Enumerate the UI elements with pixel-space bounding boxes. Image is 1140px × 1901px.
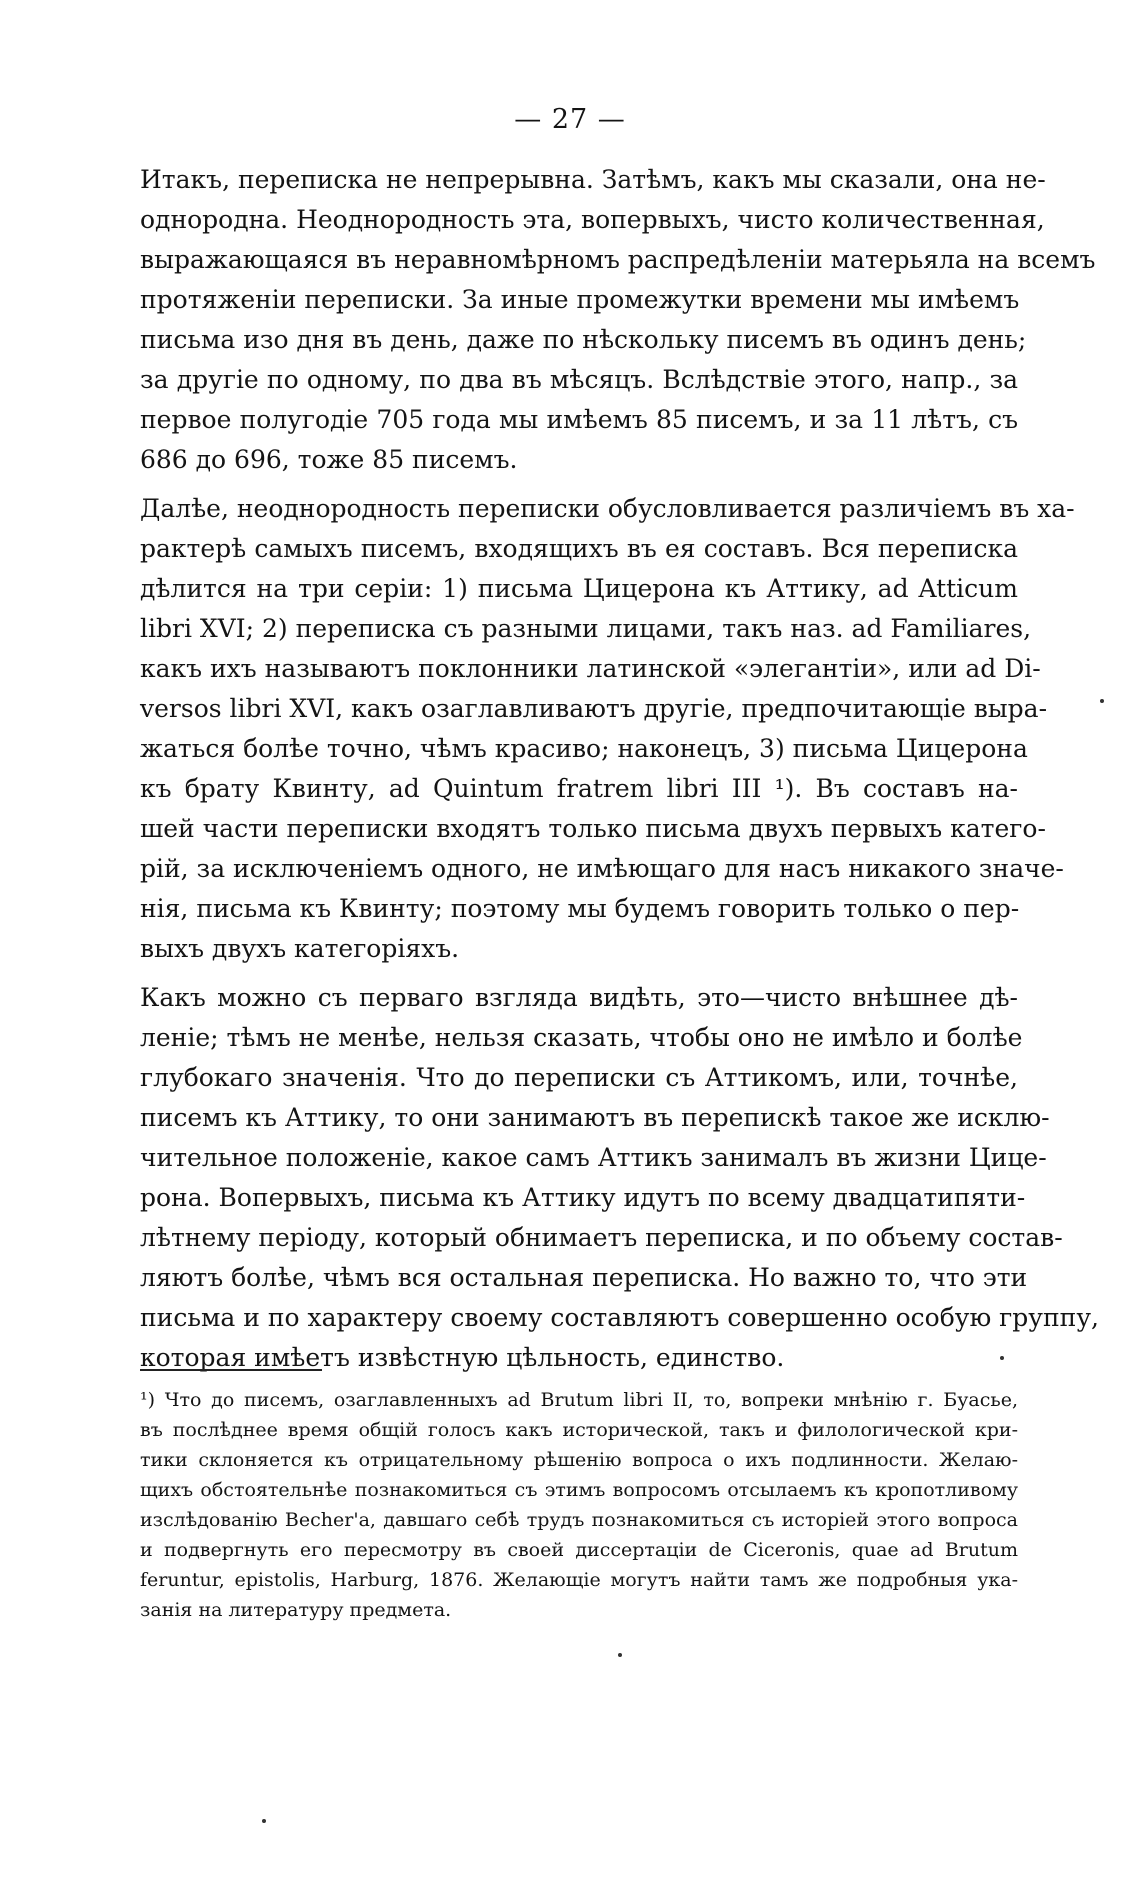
text-line: рактерѣ самыхъ писемъ, входящихъ въ ея составъ. Вся переписка [140,534,1018,563]
paragraph-1 [140,160,1096,480]
text-line: за другіе по одному, по два въ мѣсяцъ. Вслѣдствіе этого, напр., за [140,365,1018,394]
footnote-divider [140,1369,322,1371]
text-line: глубокаго значенія. Что до переписки съ Аттикомъ, или, точнѣе, [140,1063,1018,1092]
text-line: рій, за исключеніемъ одного, не имѣющаго для насъ никакого значе- [140,854,1064,883]
text-line: письма изо дня въ день, даже по нѣскольку писемъ въ одинъ день; [140,325,1027,354]
print-speck [1100,699,1104,703]
text-line: выражающаяся въ неравномѣрномъ распредѣленіи матерьяла на всемъ [140,245,1096,274]
text-line: которая имѣетъ извѣстную цѣльность, единство. [140,1343,785,1372]
text-line: Какъ можно съ перваго взгляда видѣть, это—чисто внѣшнее дѣ- [140,983,1018,1012]
text-line: письма и по характеру своему составляютъ совершенно особую группу, [140,1303,1099,1332]
text-line: чительное положеніе, какое самъ Аттикъ занималъ въ жизни Цице- [140,1143,1047,1172]
text-line: рона. Вопервыхъ, письма къ Аттику идутъ по всему двадцатипяти- [140,1183,1026,1212]
text-line: лѣтнему періоду, который обнимаетъ переписка, и по объему состав- [140,1223,1063,1252]
body-text [140,160,1099,1378]
footnote-line: тики склоняется къ отрицательному рѣшенію вопроса о ихъ подлинности. Желаю- [140,1449,1018,1471]
text-line: какъ ихъ называютъ поклонники латинской «элегантіи», или ad Di- [140,654,1041,683]
text-line: леніе; тѣмъ не менѣе, нельзя сказать, чтобы оно не имѣло и болѣе [140,1023,1023,1052]
text-line: къ брату Квинту, ad Quintum fratrem libri III ¹). Въ составъ на- [140,774,1018,803]
footnote-line: занія на литературу предмета. [140,1599,452,1621]
text-line: versos libri XVI, какъ озаглавливаютъ другіе, предпочитающіе выра- [140,694,1048,723]
paragraph-3 [140,978,1099,1378]
print-speck [1000,1356,1004,1360]
footnote-line: ¹) Что до писемъ, озаглавленныхъ ad Brutum libri II, то, вопреки мнѣнію г. Буасье, [140,1389,1018,1411]
footnote-line: изслѣдованію Becher'a, давшаго себѣ трудъ познакомиться съ исторіей этого вопроса [140,1509,1018,1531]
footnote-line: щихъ обстоятельнѣе познакомиться съ этимъ вопросомъ отсылаемъ къ кропотливому [140,1479,1018,1501]
paragraph-2 [140,489,1075,969]
text-line: однородна. Неоднородность эта, вопервыхъ, чисто количественная, [140,205,1045,234]
text-line: писемъ къ Аттику, то они занимаютъ въ перепискѣ такое же исклю- [140,1103,1050,1132]
text-line: протяженіи переписки. За иные промежутки времени мы имѣемъ [140,285,1020,314]
footnote-line: и подвергнуть его пересмотру въ своей диссертаціи de Ciceronis, quae ad Brutum [140,1539,1018,1561]
text-line: libri XVI; 2) переписка съ разными лицами, такъ наз. ad Familiares, [140,614,1032,643]
text-line: выхъ двухъ категоріяхъ. [140,934,460,963]
text-line: шей части переписки входятъ только письма двухъ первыхъ катего- [140,814,1046,843]
print-speck [262,1819,266,1823]
text-line: Итакъ, переписка не непрерывна. Затѣмъ, какъ мы сказали, она не- [140,165,1046,194]
print-speck [618,1653,622,1657]
text-line: нія, письма къ Квинту; поэтому мы будемъ говорить только о пер- [140,894,1020,923]
page-number: — 27 — [514,104,626,135]
footnote-line: въ послѣднее время общій голосъ какъ исторической, такъ и филологической кри- [140,1419,1018,1441]
text-line: первое полугодіе 705 года мы имѣемъ 85 писемъ, и за 11 лѣтъ, съ [140,405,1018,434]
footnote-line: feruntur, epistolis, Harburg, 1876. Желающіе могутъ найти тамъ же подробныя ука- [140,1569,1018,1591]
text-line: ляютъ болѣе, чѣмъ вся остальная переписка. Но важно то, что эти [140,1263,1028,1292]
text-line: 686 до 696, тоже 85 писемъ. [140,445,518,474]
text-line: Далѣе, неоднородность переписки обусловливается различіемъ въ ха- [140,494,1075,523]
footnote [140,1385,1018,1625]
text-line: дѣлится на три серіи: 1) письма Цицерона къ Аттику, ad Atticum [140,574,1018,603]
text-line: жаться болѣе точно, чѣмъ красиво; наконецъ, 3) письма Цицерона [140,734,1028,763]
